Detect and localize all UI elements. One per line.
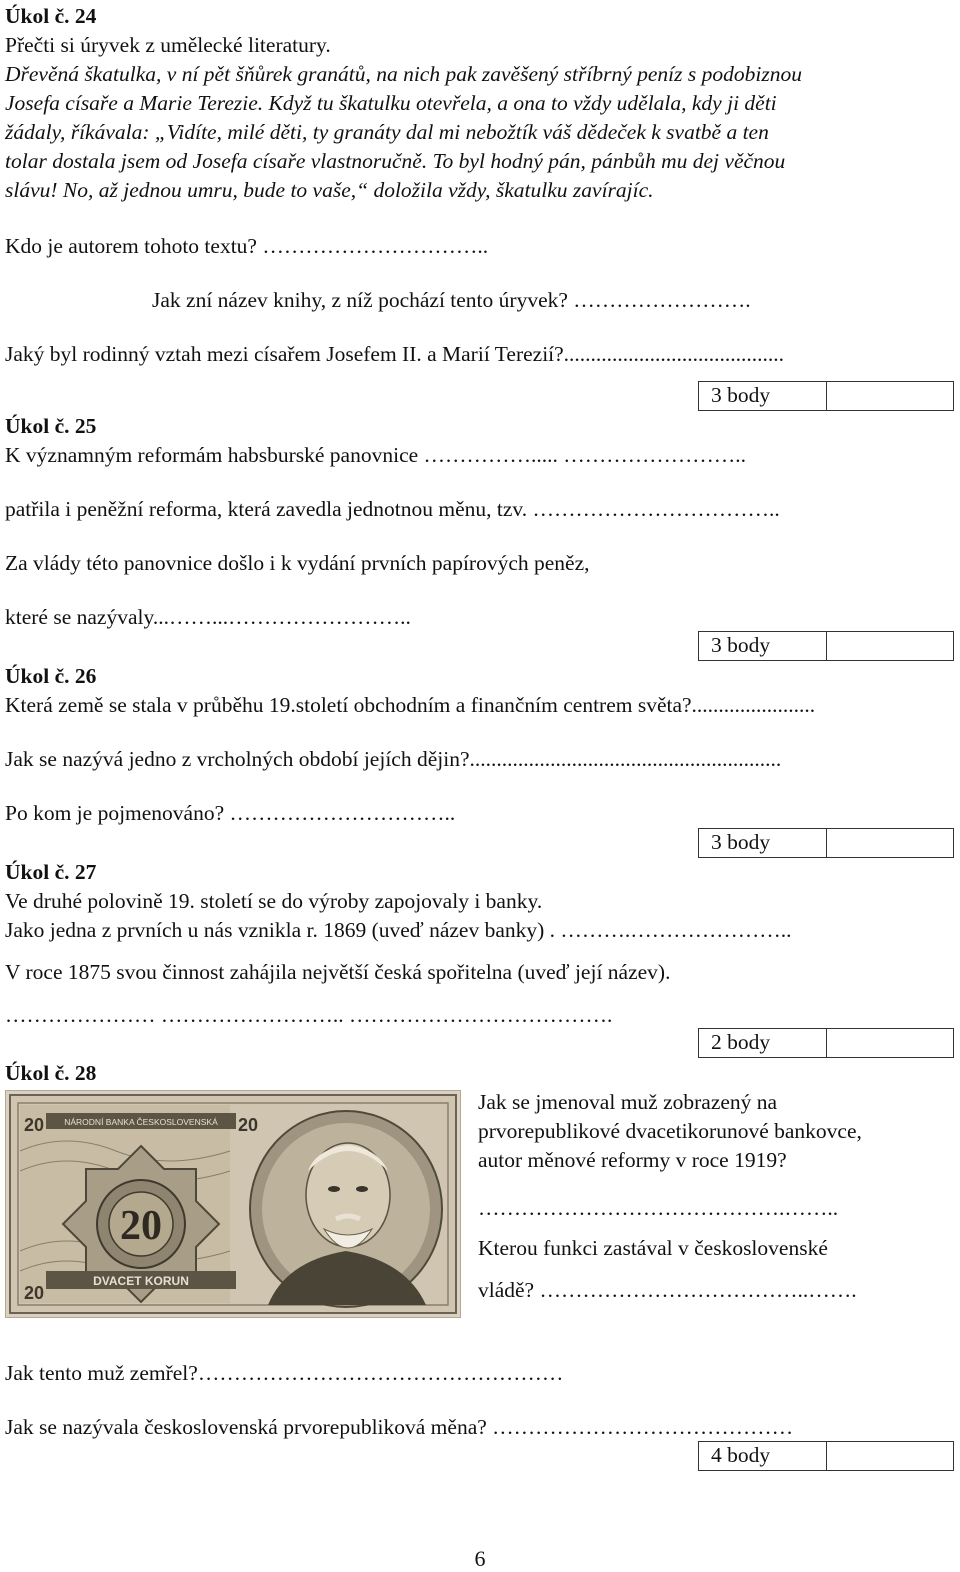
task26-title: Úkol č. 26: [5, 664, 97, 688]
question-paper-money: Za vlády této panovnice došlo i k vydání prvních papírových peněz,: [5, 551, 590, 575]
denomination-corner: 20: [24, 1283, 45, 1303]
score-box: [698, 631, 954, 661]
question-savings: V roce 1875 svou činnost zahájila největší česká spořitelna (uveď její název).: [5, 960, 671, 984]
score-box: [698, 828, 954, 858]
question-function-cont: vládě? ………………………………..…….: [478, 1278, 857, 1302]
score-field[interactable]: [827, 382, 953, 410]
statement-banks: Ve druhé polovině 19. století se do výroby zapojovaly i banky.: [5, 889, 543, 913]
task25-title: Úkol č. 25: [5, 414, 97, 438]
portrait-medallion: [250, 1111, 442, 1307]
banknote-image: [5, 1090, 461, 1318]
task28-title: Úkol č. 28: [5, 1061, 97, 1085]
question-reforms: K významným reformám habsburské panovnice ……………..... ……………………..: [5, 443, 747, 467]
score-label: 3 body: [699, 829, 827, 857]
question-bank: Jako jedna z prvních u nás vznikla r. 1869 (uveď název banky) . ……….…………………..: [5, 918, 792, 942]
task24-title: Úkol č. 24: [5, 4, 97, 28]
question-currency: patřila i peněžní reforma, která zavedla jednotnou měnu, tzv. ……………………………..: [5, 497, 780, 521]
score-label: 2 body: [699, 1029, 827, 1057]
question-author: Kdo je autorem tohoto textu? …………………………..: [5, 234, 489, 258]
task27-title: Úkol č. 27: [5, 860, 97, 884]
question-named-after: Po kom je pojmenováno? …………………………..: [5, 801, 456, 825]
score-field[interactable]: [827, 1029, 953, 1057]
score-field[interactable]: [827, 829, 953, 857]
quote-line: Josefa císaře a Marie Terezie. Když tu škatulku otevřela, a ona to vždy udělala, kdy ji děti: [5, 91, 777, 115]
score-box: [698, 1441, 954, 1471]
answer-line: …………………………………….……..: [478, 1196, 839, 1220]
page-number: 6: [474, 1546, 486, 1571]
task24-intro: Přečti si úryvek z umělecké literatury.: [5, 33, 331, 57]
quote-line: žádaly, říkávala: „Vidíte, milé děti, ty granáty dal mi nebožtík váš dědeček k svatbě a ten: [5, 120, 769, 144]
question-period: Jak se nazývá jedno z vrcholných období jejích dějin?..........................................................: [5, 747, 782, 771]
question-paper-money-name: které se nazývaly...……...……………………..: [5, 605, 411, 629]
question-man-line: Jak se jmenoval muž zobrazený na: [478, 1090, 778, 1114]
question-function: Kterou funkci zastával v československé: [478, 1236, 828, 1260]
quote-line: Dřevěná škatulka, v ní pět šňůrek granátů, na nich pak zavěšený stříbrný peníz s podobiznou: [5, 62, 802, 86]
score-label: 3 body: [699, 382, 827, 410]
quote-line: tolar dostala jsem od Josefa císaře vlastnoručně. To byl hodný pán, pánbůh mu dej věčnou: [5, 149, 786, 173]
question-country: Která země se stala v průběhu 19.století obchodním a finančním centrem světa?.......................: [5, 693, 816, 717]
denomination-center: 20: [120, 1203, 162, 1249]
score-field[interactable]: [827, 632, 953, 660]
question-currency-name: Jak se nazývala československá prvorepubliková měna? ……………………………………: [5, 1415, 794, 1439]
question-book: Jak zní název knihy, z níž pochází tento úryvek? …………………….: [152, 288, 751, 312]
quote-line: slávu! No, až jednou umru, bude to vaše,“ doložila vždy, škatulku zavírajíc.: [5, 178, 654, 202]
question-relation: Jaký byl rodinný vztah mezi císařem Josefem II. a Marií Terezií?.........................................: [5, 342, 785, 366]
score-box: [698, 381, 954, 411]
question-death: Jak tento muž zemřel?……………………………………………: [5, 1361, 564, 1385]
banknote-header: NÁRODNÍ BANKA ČESKOSLOVENSKÁ: [64, 1117, 218, 1127]
question-man-line: prvorepublikové dvacetikorunové bankovce,: [478, 1119, 862, 1143]
denomination-corner: 20: [24, 1115, 45, 1135]
question-man-line: autor měnové reformy v roce 1919?: [478, 1148, 787, 1172]
banknote-footer: DVACET KORUN: [93, 1274, 189, 1288]
answer-lines: ………………… …………………….. ……………………………….: [5, 1003, 613, 1027]
score-box: [698, 1028, 954, 1058]
score-label: 3 body: [699, 632, 827, 660]
score-label: 4 body: [699, 1442, 827, 1470]
denomination-corner: 20: [238, 1115, 259, 1135]
score-field[interactable]: [827, 1442, 953, 1470]
banknote-svg: [6, 1091, 460, 1317]
